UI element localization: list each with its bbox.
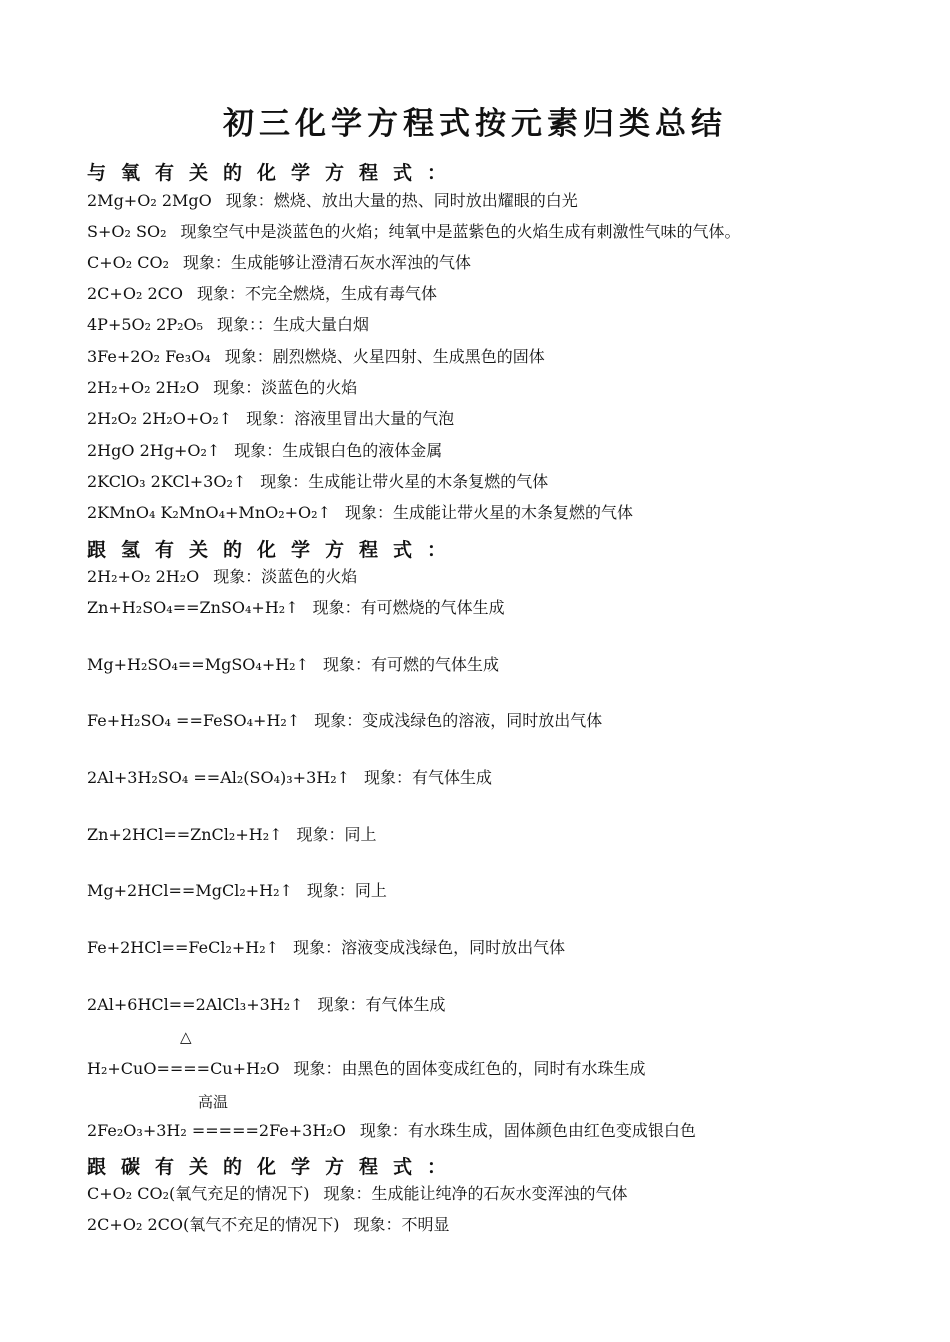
observation: 现象：有气体生成 <box>364 768 493 787</box>
equation-line <box>87 994 446 1016</box>
equation-line <box>87 710 602 732</box>
reaction-condition: △ <box>180 1028 192 1046</box>
observation: 现象：生成能让带火星的木条复燃的气体 <box>260 472 549 491</box>
equation-line <box>87 597 505 619</box>
equation: 2C+O₂ 2CO <box>87 284 183 303</box>
observation: 现象：同上 <box>306 881 387 900</box>
equation-line <box>87 502 633 524</box>
reaction-condition: 高温 <box>198 1093 229 1111</box>
equation-line <box>87 221 741 243</box>
equation: 2KClO₃ 2KCl+3O₂↑ <box>87 472 247 491</box>
equation: Zn+H₂SO₄==ZnSO₄+H₂↑ <box>87 598 299 617</box>
observation: 现象：剧烈燃烧、火星四射、生成黑色的固体 <box>224 347 545 366</box>
equation: 2HgO 2Hg+O₂↑ <box>87 441 221 460</box>
equation-line <box>87 314 369 336</box>
observation: 现象：同上 <box>296 825 377 844</box>
equation-line <box>87 408 454 430</box>
equation-line <box>87 654 499 676</box>
equation: 2Mg+O₂ 2MgO <box>87 191 212 210</box>
observation: 现象空气中是淡蓝色的火焰；纯氧中是蓝紫色的火焰生成有刺激性气味的气体。 <box>180 222 741 241</box>
equation-line <box>87 1120 696 1142</box>
observation: 现象：有气体生成 <box>317 995 446 1014</box>
equation-line <box>87 471 548 493</box>
equation-line <box>87 937 565 959</box>
equation-line <box>87 1058 646 1080</box>
equation: Zn+2HCl==ZnCl₂+H₂↑ <box>87 825 283 844</box>
equation: 4P+5O₂ 2P₂O₅ <box>87 315 204 334</box>
document-title: 初三化学方程式按元素归类总结 <box>223 106 727 142</box>
equation: 2H₂+O₂ 2H₂O <box>87 567 200 586</box>
equation: 2Al+6HCl==2AlCl₃+3H₂↑ <box>87 995 304 1014</box>
observation: 现象：生成银白色的液体金属 <box>234 441 443 460</box>
equation-line <box>87 1183 628 1205</box>
equation: C+O₂ CO₂(氧气充足的情况下) <box>87 1184 310 1203</box>
equation: 2KMnO₄ K₂MnO₄+MnO₂+O₂↑ <box>87 503 331 522</box>
equation: 2H₂O₂ 2H₂O+O₂↑ <box>87 409 233 428</box>
equation-line <box>87 283 437 305</box>
equation: S+O₂ SO₂ <box>87 222 167 241</box>
equation-line <box>87 252 471 274</box>
equation: 2H₂+O₂ 2H₂O <box>87 378 200 397</box>
equation-line <box>87 566 357 588</box>
equation: Fe+H₂SO₄ ==FeSO₄+H₂↑ <box>87 711 301 730</box>
observation: 现象：溶液里冒出大量的气泡 <box>246 409 455 428</box>
observation: 现象：不完全燃烧，生成有毒气体 <box>196 284 437 303</box>
equation: Mg+H₂SO₄==MgSO₄+H₂↑ <box>87 655 309 674</box>
equation-line <box>87 440 442 462</box>
equation: 2C+O₂ 2CO(氧气不充足的情况下) <box>87 1215 340 1234</box>
equation: 3Fe+2O₂ Fe₃O₄ <box>87 347 211 366</box>
observation: 现象：变成浅绿色的溶液，同时放出气体 <box>314 711 603 730</box>
observation: 现象：有可燃的气体生成 <box>323 655 500 674</box>
equation: C+O₂ CO₂ <box>87 253 170 272</box>
observation: 现象：生成能让纯净的石灰水变浑浊的气体 <box>323 1184 628 1203</box>
section-heading-oxygen: 与氧有关的化学方程式： <box>87 162 462 184</box>
equation-line <box>87 377 357 399</box>
equation: Fe+2HCl==FeCl₂+H₂↑ <box>87 938 280 957</box>
observation: 现象：淡蓝色的火焰 <box>213 378 358 397</box>
observation: 现象：生成能让带火星的木条复燃的气体 <box>345 503 634 522</box>
equation: H₂+CuO====Cu+H₂O <box>87 1059 280 1078</box>
equation-line <box>87 190 578 212</box>
observation: 现象：由黑色的固体变成红色的，同时有水珠生成 <box>293 1059 646 1078</box>
equation-line <box>87 824 377 846</box>
observation: 现象：：生成大量白烟 <box>217 315 370 334</box>
observation: 现象：溶液变成浅绿色，同时放出气体 <box>293 938 566 957</box>
observation: 现象：淡蓝色的火焰 <box>213 567 358 586</box>
observation: 现象：不明显 <box>353 1215 450 1234</box>
section-heading-hydrogen: 跟氢有关的化学方程式： <box>87 539 462 561</box>
equation: 2Al+3H₂SO₄ ==Al₂(SO₄)₃+3H₂↑ <box>87 768 351 787</box>
observation: 现象：有可燃烧的气体生成 <box>312 598 505 617</box>
observation: 现象：有水珠生成，固体颜色由红色变成银白色 <box>359 1121 696 1140</box>
observation: 现象：生成能够让澄清石灰水浑浊的气体 <box>183 253 472 272</box>
equation-line <box>87 1214 450 1236</box>
equation-line <box>87 346 545 368</box>
equation-line <box>87 767 492 789</box>
equation: Mg+2HCl==MgCl₂+H₂↑ <box>87 881 293 900</box>
equation-line <box>87 880 387 902</box>
section-heading-carbon: 跟碳有关的化学方程式： <box>87 1156 462 1178</box>
observation: 现象：燃烧、放出大量的热、同时放出耀眼的白光 <box>225 191 578 210</box>
equation: 2Fe₂O₃+3H₂ =====2Fe+3H₂O <box>87 1121 346 1140</box>
